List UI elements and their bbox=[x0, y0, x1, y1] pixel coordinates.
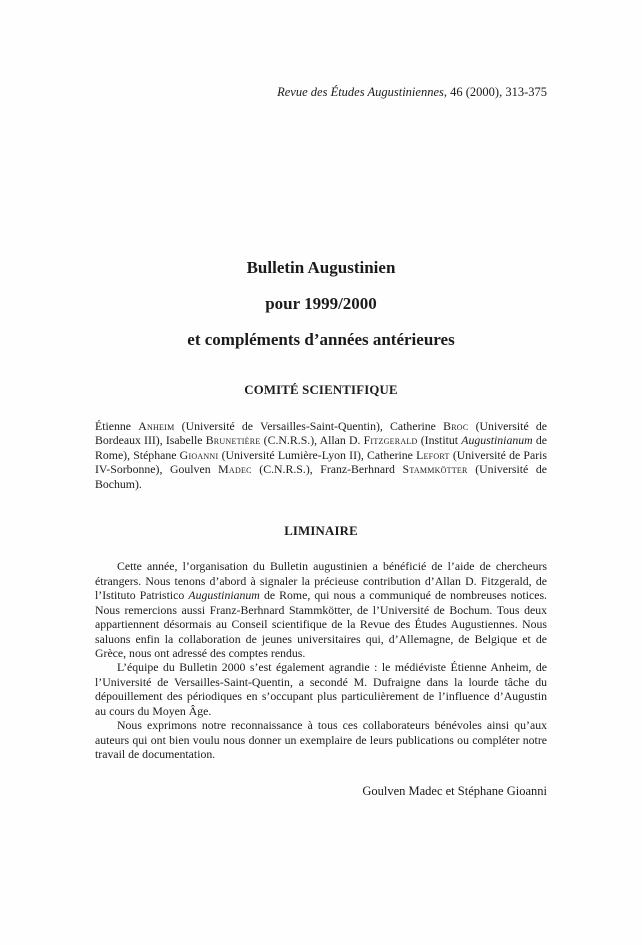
liminaire-body bbox=[95, 559, 547, 761]
liminaire-paragraph-1: Cette année, l’organisation du Bulletin augustinien a bénéficié de l’aide de chercheurs étrangers. Nous tenons d’abord à signaler la précieuse contribution d’Allan D. Fitzgerald, de l’Istituto Patristico Augustinianum de Rome, qui nous a communiqué de nombreuses notices. Nous remercions aussi Franz-Berhnard Stammkötter, de l’Université de Bochum. Tous deux appartiennent désormais au Conseil scientifique de la Revue des Études Augustiennes. Nous saluons enfin la collaboration de jeunes universitaires qui, d’Allemagne, de Belgique et de Grèce, nous ont adressé des comptes rendus. bbox=[95, 559, 547, 660]
committee-members-paragraph: Étienne Anheim (Université de Versailles-Saint-Quentin), Catherine Broc (Université de Bordeaux III), Isabelle Brunetière (C.N.R.S.), Allan D. Fitzgerald (Institut Augustinianum de Rome), Stéphane Gioanni (Université Lumière-Lyon II), Catherine Lefort (Université de Paris IV-Sorbonne), Goulven Madec (C.N.R.S.), Franz-Berhnard Stammkötter (Université de Bochum). bbox=[95, 419, 548, 491]
liminaire-paragraph-3: Nous exprimons notre reconnaissance à tous ces collaborateurs bénévoles ainsi qu’aux auteurs qui ont bien voulu nous donner un exemplaire de leurs publications ou compléter notre travail de documentation. bbox=[95, 718, 547, 762]
signature-line: Goulven Madec et Stéphane Gioanni bbox=[362, 783, 547, 798]
liminaire-section-heading: LIMINAIRE bbox=[284, 524, 358, 539]
article-title-line-1: Bulletin Augustinien bbox=[246, 258, 396, 277]
title-block bbox=[95, 258, 547, 350]
liminaire-paragraph-2: L’équipe du Bulletin 2000 s’est également agrandie : le médiéviste Étienne Anheim, de l’Université de Versailles-Saint-Quentin, a secondé M. Dufraigne dans la lourde tâche du dépouillement des périodiques en s’occupant plus particulièrement de l’influence d’Augustin au cours du Moyen Âge. bbox=[95, 660, 547, 718]
article-title-line-3: et compléments d’années antérieures bbox=[187, 330, 455, 349]
committee-section-heading: COMITÉ SCIENTIFIQUE bbox=[244, 383, 398, 397]
article-title-line-2: pour 1999/2000 bbox=[265, 294, 377, 313]
journal-citation-header: Revue des Études Augustiniennes, 46 (2000), 313-375 bbox=[277, 85, 547, 99]
